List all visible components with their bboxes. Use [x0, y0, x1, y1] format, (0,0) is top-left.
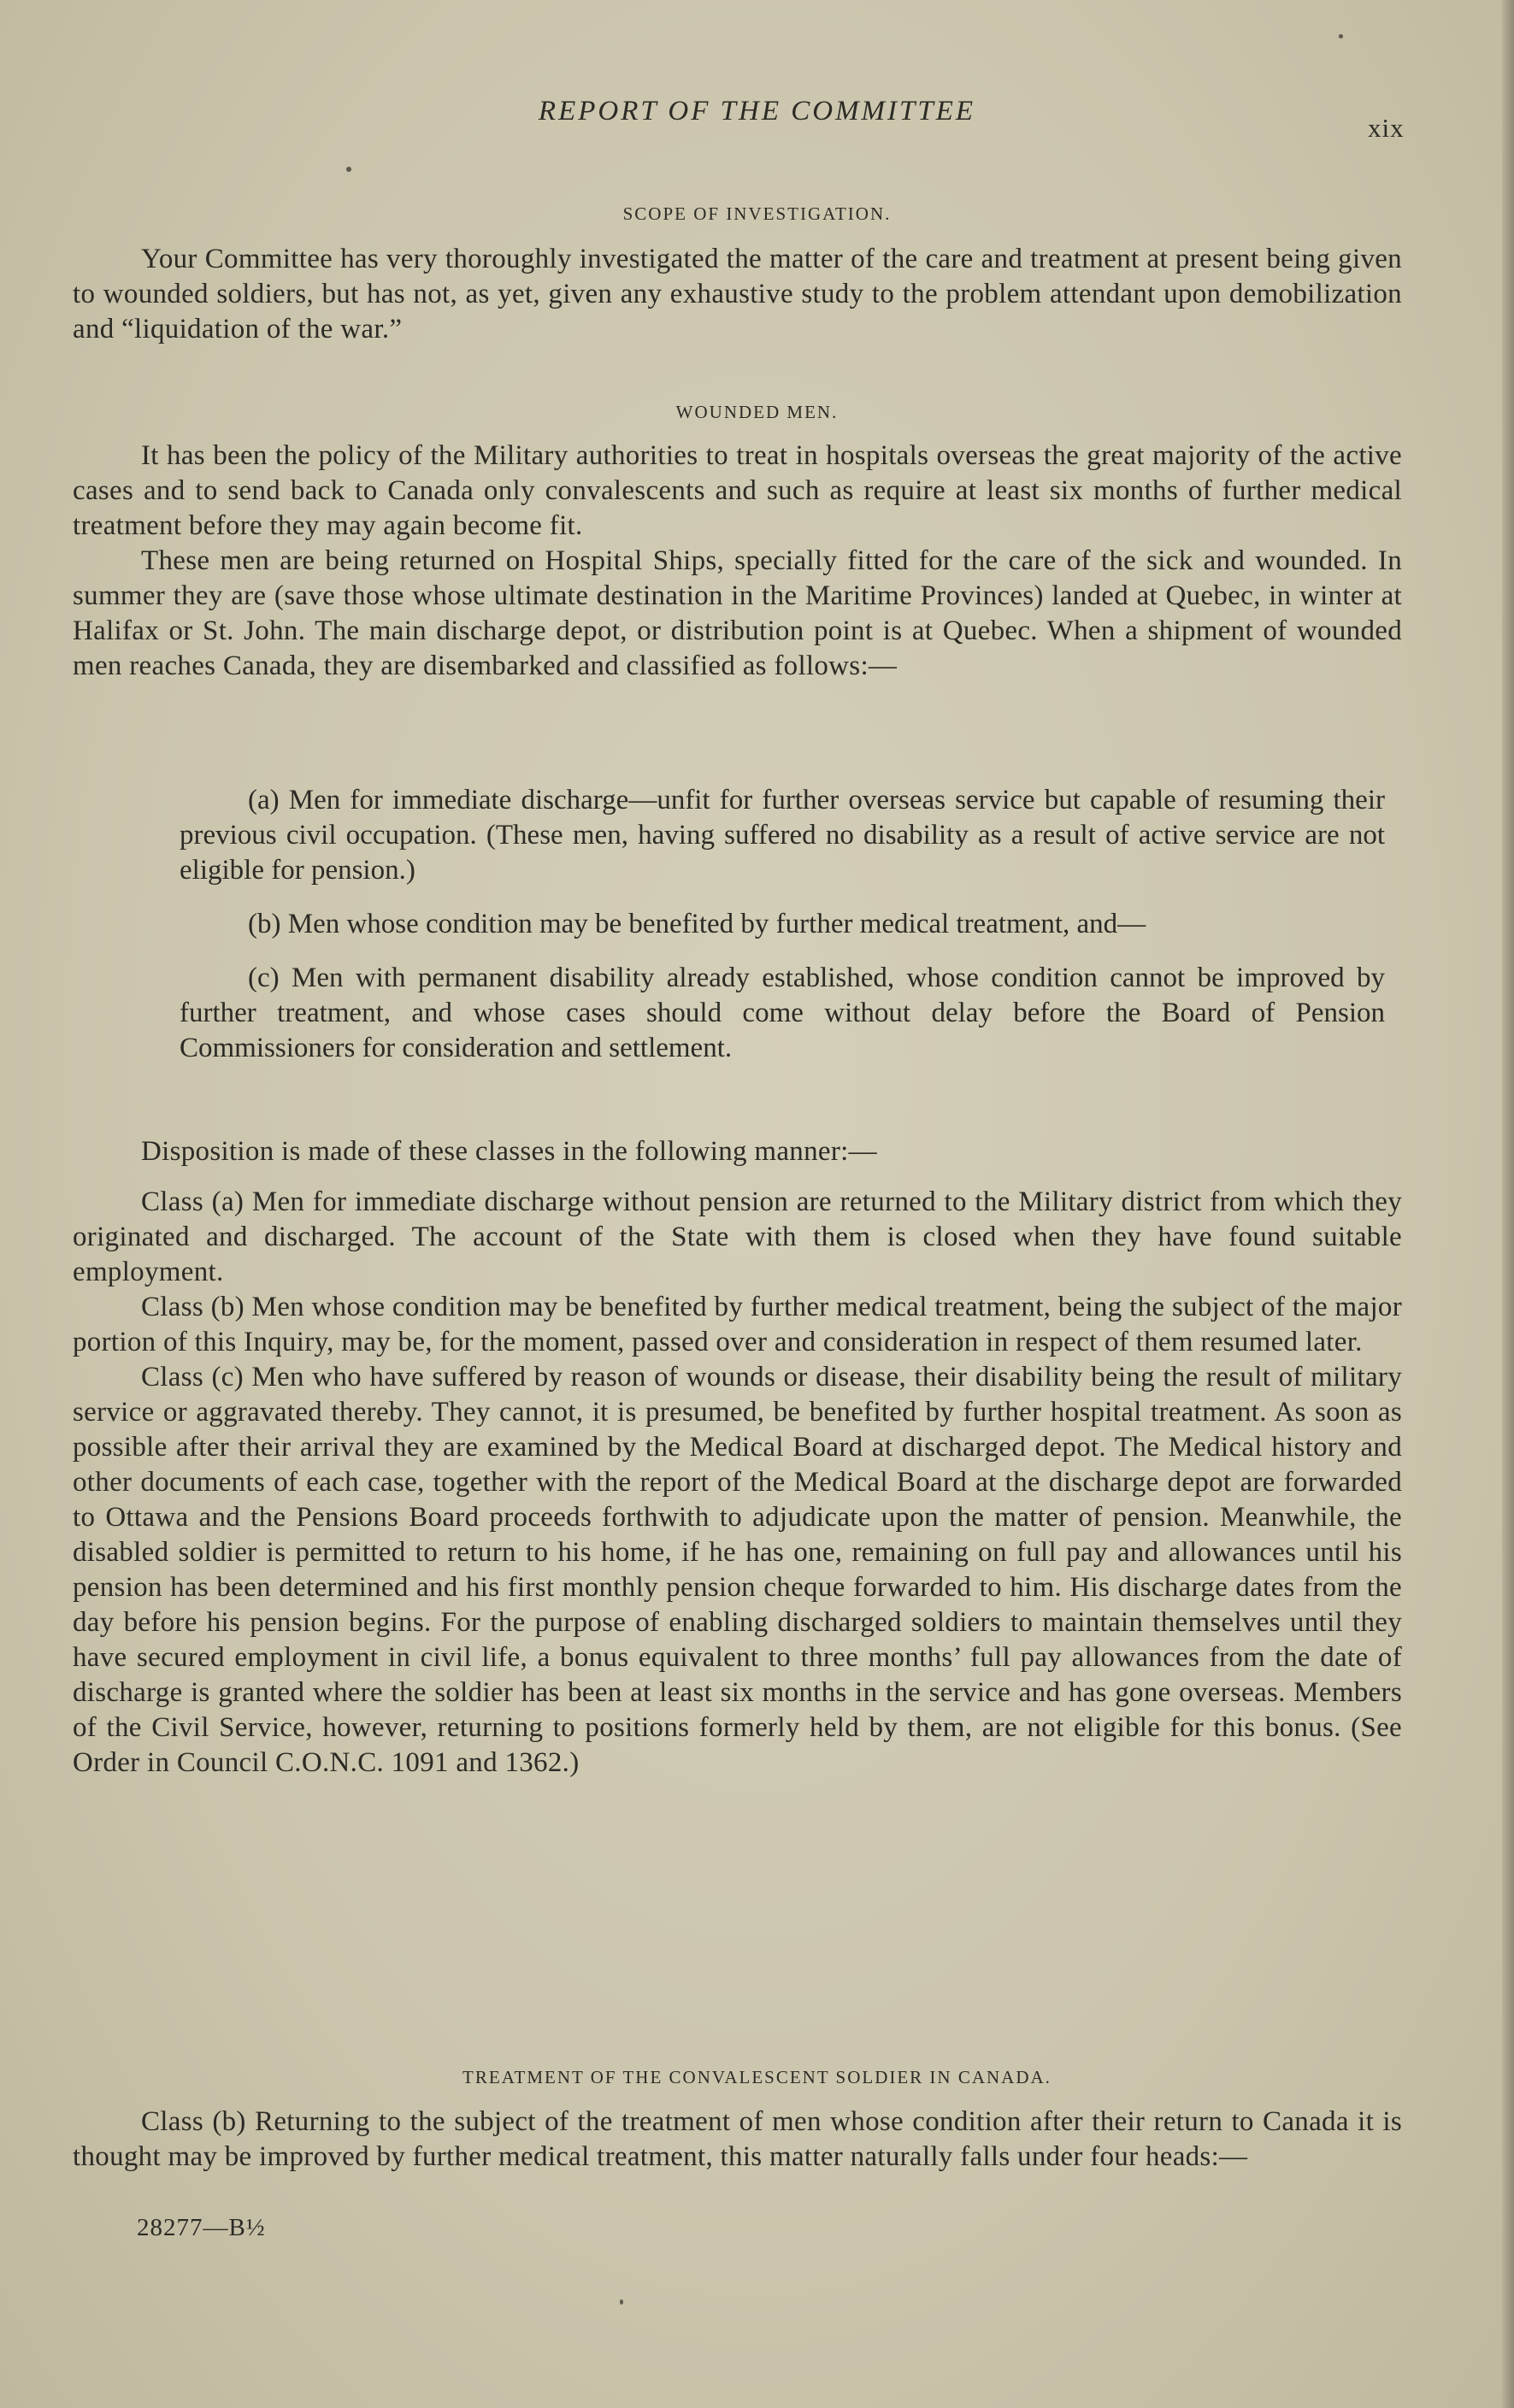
list-item: (b) Men whose condition may be benefited by further medical treatment, and—: [248, 909, 1146, 939]
list-item: (a) Men for immediate discharge—unfit for further overseas service but capable of resuming their previous civil occupation. (These men, having suffered no disability as a result of active service are not eligible for pension.): [180, 785, 1385, 886]
running-head: REPORT OF THE COMMITTEE: [538, 96, 976, 127]
paragraph: Class (c) Men who have suffered by reason of wounds or disease, their disability being the result of military service or aggravated thereby. They cannot, it is presumed, be benefited by further hospital treatment. As soon as possible after their arrival they are examined by the Medical Board at discharged depot. The Medical history and other documents of each case, together with the report of the Medical Board at the discharge depot are forwarded to Ottawa and the Pensions Board proceeds forthwith to adjudicate upon the matter of pension. Meanwhile, the disabled soldier is permitted to return to his home, if he has one, remaining on full pay and allowances until his pension has been determined and his first monthly pension cheque forwarded to him. His discharge dates from the day before his pension begins. For the purpose of enabling discharged soldiers to maintain themselves until they have secured employment in civil life, a bonus equivalent to three months’ full pay allowances from the date of discharge is granted where the soldier has been at least six months in the service and has gone overseas. Members of the Civil Service, however, returning to positions formerly held by them, are not eligible for this bonus. (See Order in Council C.O.N.C. 1091 and 1362.): [73, 1362, 1402, 1778]
paragraph: Class (b) Returning to the subject of the treatment of men whose condition after their return to Canada it is thought may be improved by further medical treatment, this matter naturally falls under four heads:—: [73, 2106, 1402, 2172]
section-heading-wounded: WOUNDED MEN.: [675, 402, 839, 422]
print-speck: [346, 167, 351, 172]
paragraph: Disposition is made of these classes in the following manner:—: [141, 1136, 877, 1167]
section-heading-treatment: TREATMENT OF THE CONVALESCENT SOLDIER IN CANADA.: [462, 2067, 1052, 2087]
page-number: xix: [1368, 113, 1405, 143]
paragraph: It has been the policy of the Military authorities to treat in hospitals overseas the great majority of the active cases and to send back to Canada only convalescents and such as require at least six months of further medical treatment before they may again become fit.: [73, 440, 1402, 541]
treatment-section: [73, 2105, 1402, 2175]
scope-section: [73, 242, 1402, 347]
paragraph: These men are being returned on Hospital Ships, specially fitted for the care of the sick and wounded. In summer they are (save those whose ultimate destination in the Maritime Provinces) landed at Quebec, in winter at Halifax or St. John. The main discharge depot, or distribution point is at Quebec. When a shipment of wounded men reaches Canada, they are disembarked and classified as follows:—: [73, 545, 1402, 681]
paragraph: Your Committee has very thoroughly investigated the matter of the care and treatment at present being given to wounded soldiers, but has not, as yet, given any exhaustive study to the problem attendant upon demobilization and “liquidation of the war.”: [73, 244, 1402, 344]
wounded-section: [73, 439, 1402, 684]
print-speck: [620, 2299, 623, 2305]
signature-mark: 28277—B½: [137, 2214, 266, 2241]
page-edge: [1502, 0, 1514, 2408]
disposition-section: [73, 1134, 1402, 1781]
section-heading-scope: SCOPE OF INVESTIGATION.: [622, 203, 892, 224]
list-item: (c) Men with permanent disability already established, whose condition cannot be improved by further treatment, and whose cases should come without delay before the Board of Pension Commissioners for consideration and settlement.: [180, 963, 1385, 1063]
paragraph: Class (b) Men whose condition may be benefited by further medical treatment, being the subject of the major portion of this Inquiry, may be, for the moment, passed over and consideration in respect of them resumed later.: [73, 1292, 1402, 1357]
paragraph: Class (a) Men for immediate discharge without pension are returned to the Military district from which they originated and discharged. The account of the State with them is closed when they have found suitable employment.: [73, 1186, 1402, 1287]
print-speck: [1339, 34, 1343, 38]
classification-list: [180, 783, 1385, 1085]
